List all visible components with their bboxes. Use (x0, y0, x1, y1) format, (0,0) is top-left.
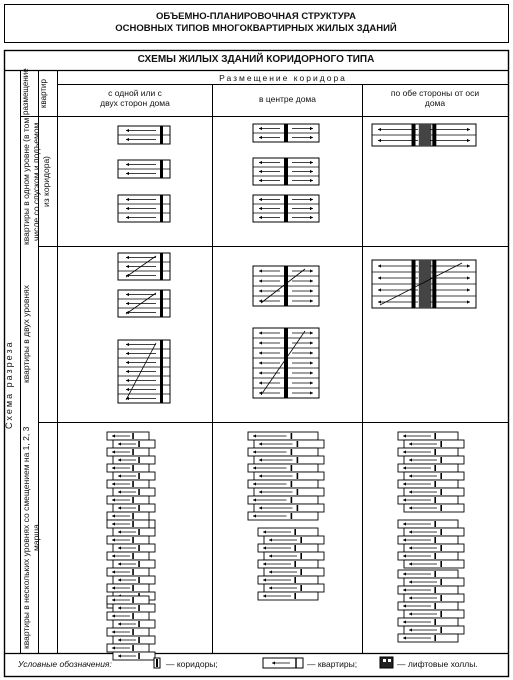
diagram-r1-c2-b (253, 158, 319, 185)
legend-apartment-symbol (263, 658, 303, 668)
placement-header: Размещение коридора (219, 73, 347, 83)
diagram-r3-c1-c (107, 596, 155, 660)
row-label-two-levels: квартиры в двух уровнях (21, 285, 31, 384)
diagram-r2-c2-a (253, 266, 319, 306)
table-title: СХЕМЫ ЖИЛЫХ ЗДАНИЙ КОРИДОРНОГО ТИПА (137, 54, 375, 65)
header-line-1: ОБЪЕМНО-ПЛАНИРОВОЧНАЯ СТРУКТУРА (156, 11, 356, 22)
legend-corridors: — коридоры; (166, 659, 218, 669)
row-label-several-levels: квартиры в нескольких уровнях со смещением на 1, 2, 3 марша (21, 426, 41, 650)
diagram-r1-c3-a (372, 124, 476, 146)
diagram-r2-c1-c (118, 340, 170, 403)
diagram-r1-c1-a (118, 126, 170, 144)
diagram-r3-c2-b (258, 528, 324, 600)
column-header-one-or-two-sides: с одной или с двух сторон дома (100, 88, 170, 108)
diagram-r3-c3-c (398, 570, 464, 642)
corner-label-placement: размещение (21, 68, 30, 115)
column-header-center: в центре дома (258, 94, 317, 104)
diagram-r3-c1-b (107, 520, 155, 608)
diagram-r2-c1-b (118, 290, 170, 317)
diagram-r2-c2-b (253, 328, 319, 398)
diagram-r3-c1-a (107, 432, 155, 528)
diagram-r3-c3-a (398, 432, 464, 512)
diagram-r1-c2-c (253, 195, 319, 222)
diagram-r3-c2-a (248, 432, 324, 520)
legend-lift-hall-symbol (380, 657, 393, 668)
diagram-r1-c1-c (118, 195, 170, 222)
diagram-r1-c2-a (253, 124, 319, 142)
row-label-one-level: квартиры в одном уровне (в том числе со спуском и подъемом из коридора) (21, 117, 51, 246)
diagram-r3-c3-b (398, 520, 464, 568)
diagram-r2-c3-a (372, 260, 476, 308)
legend-lift-halls: — лифтовые холлы. (397, 659, 478, 669)
header-line-2: ОСНОВНЫХ ТИПОВ МНОГОКВАРТИРНЫХ ЖИЛЫХ ЗДАНИЙ (115, 23, 397, 34)
legend-title: Условные обозначения: (18, 659, 112, 669)
legend-apartments: — квартиры; (307, 659, 358, 669)
column-header-both-sides: по обе стороны от оси дома (390, 88, 480, 108)
diagram-r2-c1-a (118, 253, 170, 280)
diagram-r1-c1-b (118, 160, 170, 178)
section-label: Схема разреза (4, 340, 14, 430)
corner-label-apartments: квартир (39, 79, 48, 108)
